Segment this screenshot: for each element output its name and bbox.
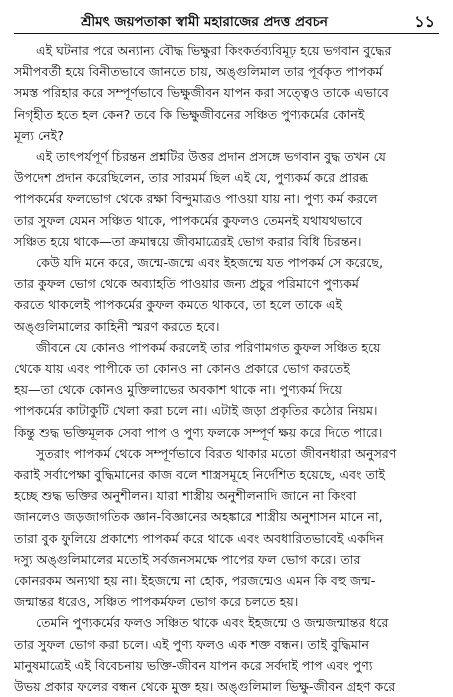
- text-line: জানলেও জড়জাগতিক জ্ঞান-বিজ্ঞানের অহঙ্কারে শাস্ত্রীয় অনুশাসন মানে না,: [14, 509, 383, 525]
- text-line: মূল্য নেই?: [14, 127, 64, 143]
- text-line: পাপকর্মের ফলভোগ থেকে রক্ষা বিন্দুমাত্রও পাওয়া যায় না। পুণ্য কর্ম করলে: [14, 191, 378, 207]
- text-line: কিন্তু শুদ্ধ ভক্তিমূলক সেবা পাপ ও পুণ্য ফলকে সম্পূর্ণ ক্ষয় করে দিতে পারে।: [14, 424, 383, 440]
- paragraph: [14, 443, 439, 613]
- text-line: এই ঘটনার পরে অন্যান্য বৌদ্ধ ভিক্ষুরা কিংকর্তব্যবিমূঢ় হয়ে ভগবান বুদ্ধের: [36, 43, 392, 58]
- text-line: থেকে যায় এবং পাপীকে তা কোনও না কোনও প্রকারে ভোগ করতেই: [14, 361, 350, 377]
- text-line: উভয় প্রকার ফলের বন্ধন থেকে মুক্ত হয়। অঙ্গুলিমাল ভিক্ষু-জীবন গ্রহণ করে: [14, 679, 396, 695]
- text-line: তারা বুক ফুলিয়ে প্রকাশ্যে পাপকর্ম করে থাকে এবং অবধারিতভাবেই একদিন: [14, 530, 384, 546]
- paragraph: [14, 252, 439, 337]
- text-line: করাই সর্বাপেক্ষা বুদ্ধিমানের কাজ বলে শাস্ত্রসমূহে নির্দেশিত হয়েছে, এবং তাই: [14, 467, 386, 483]
- text-line: এই তাৎপর্যপূর্ণ চিরন্তন প্রশ্নটির উত্তর প্রদান প্রসঙ্গে ভগবান বুদ্ধ তখন যে: [36, 149, 386, 165]
- text-line: জীবনে যে কোনও পাপকর্ম করলেই তার পরিণামগত কুফল সঞ্চিত হয়ে: [36, 339, 381, 355]
- body-text: [14, 40, 439, 697]
- text-line: নিগৃহীত হতে হল কেন? তবে কি ভিক্ষুজীবনের সঞ্চিত পুণ্যকর্মের কোনই: [14, 106, 365, 122]
- text-line: তার সুফল যেমন সঞ্চিত থাকে, পাপকর্মের কুফলও তেমনই যথাযথভাবে: [14, 212, 363, 228]
- text-line: কোনরকম অন্যথা হয় না। ইহজন্মে না হোক, পরজন্মেও এমন কি বহু জন্ম-: [14, 573, 376, 589]
- text-line: কেউ যদি মনে করে, জন্মে-জন্মে এবং ইহজন্মে যত পাপকর্ম সে করেছে,: [36, 255, 384, 271]
- text-line: সঞ্চিত হয়ে থাকে—তা ক্রমান্বয়ে জীবমাত্রেরই ভোগ করার বিধি চিরন্তন।: [14, 233, 362, 249]
- text-line: দস্যু অঙ্গুলিমালের মতোই সর্বজনসমক্ষে পাপের ফল ভোগ করে। তার: [14, 551, 361, 567]
- paragraph: [14, 40, 439, 146]
- text-line: পাপকর্মের কাটাকুটি খেলা করা চলে না। এটাই জড়া প্রকৃতির কঠোর নিয়ম।: [14, 403, 378, 419]
- paragraph: [14, 146, 439, 252]
- text-line: সমস্ত পরিহার করে সম্পূর্ণভাবে ভিক্ষুজীবন যাপন করা সত্ত্বেও তাকে এভাবে: [14, 85, 389, 101]
- text-line: করতে থাকলেই পাপকর্মের কুফল কমতে থাকবে, তা হলে তাকে এই: [14, 297, 343, 313]
- paragraph: [14, 337, 439, 443]
- text-line: তার সুফল ভোগ করা চলে। এই পুণ্য ফলও এক শক্ত বন্ধন। তাই বুদ্ধিমান: [14, 636, 370, 652]
- paragraph: [14, 612, 439, 697]
- text-line: সুতরাং পাপকর্ম থেকে সম্পূর্ণভাবে বিরত থাকার মতো জীবনধারা অনুসরণ: [36, 445, 397, 461]
- page-header: [14, 6, 439, 32]
- text-line: অঙ্গুলিমালের কাহিনী স্মরণ করতে হবে।: [14, 318, 220, 334]
- text-line: তেমনি পুণ্যকর্মের ফলও সঞ্চিত থাকে এবং ইহজন্মে ও জন্মজন্মান্তর ধরে: [36, 615, 389, 631]
- text-line: সমীপবর্তী হয়ে বিনীতভাবে জানতে চায়, অঙ্গুলিমাল তার পূর্বকৃত পাপকর্ম: [14, 64, 383, 80]
- text-line: মানুষমাত্রেই এই বিবেচনায় ভক্তি-জীবন যাপন করে সর্বদাই পাপ এবং পুণ্য: [14, 657, 373, 673]
- text-line: উপদেশ প্রদান করেছিলেন, তার সারমর্ম ছিল এই যে, পুণ্যকর্ম করে প্রারব্ধ: [14, 170, 369, 186]
- text-line: জন্মান্তর ধরেও, সঞ্চিত পাপকর্মফল ভোগ করে চলতে হয়।: [14, 594, 299, 610]
- running-header-title: শ্রীমৎ জয়পতাকা স্বামী মহারাজের প্রদত্ত প্রবচন: [81, 14, 328, 30]
- text-line: তার কুফল ভোগ থেকে অব্যাহতি পাওয়ার জন্য প্রচুর পরিমাণে পুণ্যকর্ম: [14, 276, 359, 292]
- page-number: ১১: [414, 12, 435, 31]
- text-line: হচ্ছে শুদ্ধ ভক্তির অনুশীলন। যারা শাস্ত্রীয় অনুশীলনাদি জানে না কিংবা: [14, 488, 357, 504]
- text-line: হয়—তা থেকে কোনও মুক্তিলাভের অবকাশ থাকে না। পুণ্যকর্ম দিয়ে: [14, 382, 342, 398]
